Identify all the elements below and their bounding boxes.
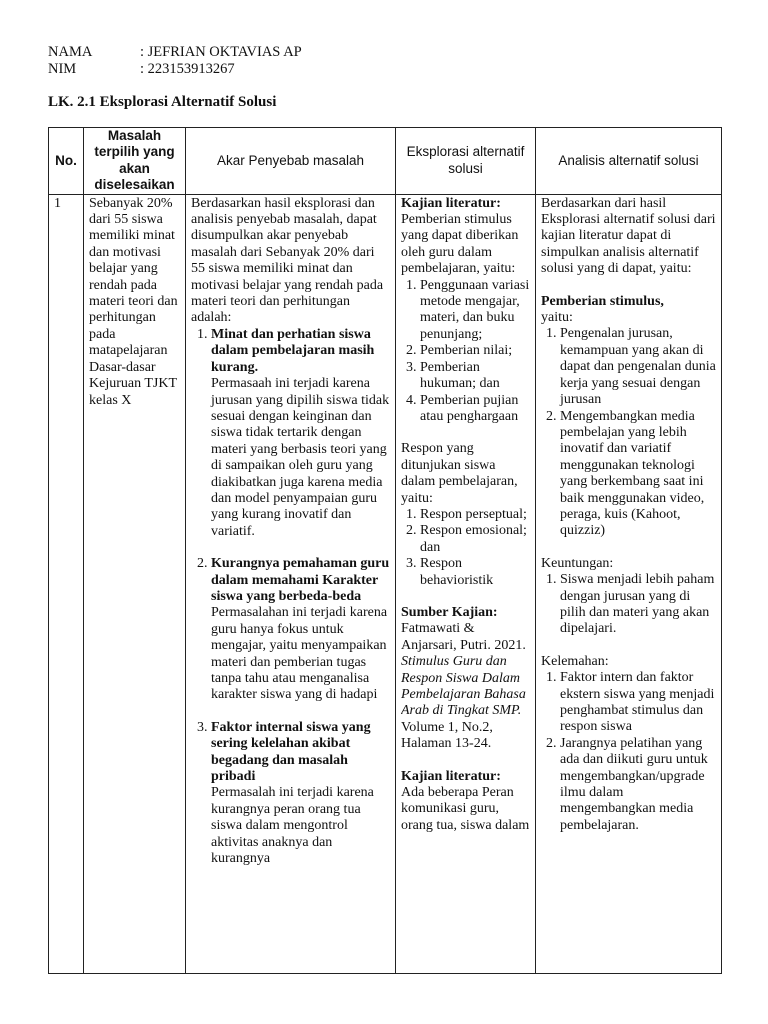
akar-item: [211, 556, 390, 704]
akar-item-body: Permasaah ini terjadi karena jurusan yang dipilih siswa tidak sesuai dengan keinginan dan siswa tidak tertarik dengan materi yang berbasis teori yang di sampaikan oleh guru yang diakibatkan juga karena media dan model penyampaian guru yang kurang inovatif dan variatif.: [211, 376, 390, 539]
kelemahan-label: Kelemahan:: [541, 653, 609, 669]
nama-row: [48, 44, 302, 61]
akar-item-body: Permasalahan ini terjadi karena guru hanya fokus untuk mengajar, yaitu menyampaikan materi dan pemberian tugas tanpa tahu atau menganalisa karakter siswa yang di hadapi: [211, 605, 388, 703]
list-item: 3. Pemberian hukuman; dan: [420, 360, 530, 393]
sumber-title: Stimulus Guru dan Respon Siswa Dalam Pembelajaran Bahasa Arab di Tingkat SMP.: [401, 654, 526, 719]
stimulus-list: [401, 278, 530, 426]
header-eksplorasi: Eksplorasi alternatif solusi: [396, 128, 536, 195]
table-header-row: [49, 128, 722, 195]
respon-list: [401, 507, 530, 589]
list-item: 2. Mengembangkan media pembelajan yang lebih inovatif dan variatif menggunakan teknologi yang berkembang saat ini baik menggunakan video, peraga, kuis (Kahoot, quizziz): [560, 409, 716, 540]
list-item: 1. Faktor intern dan faktor ekstern siswa yang menjadi penghambat stimulus dan respon siswa: [560, 670, 716, 736]
keuntungan-label: Keuntungan:: [541, 555, 614, 571]
akar-item: [211, 327, 390, 540]
akar-list: [191, 327, 390, 868]
table-row: [49, 194, 722, 973]
nama-value: : JEFRIAN OKTAVIAS AP: [140, 44, 302, 60]
list-item: 1. Pengenalan jurusan, kemampuan yang akan di dapat dan pengenalan dunia kerja yang sesuai dengan jurusan: [560, 326, 716, 408]
akar-item-title: 2. Kurangnya pemahaman guru dalam memahami Karakter siswa yang berbeda-beda: [211, 556, 390, 604]
nim-label: NIM: [48, 60, 77, 77]
cell-akar: [186, 194, 396, 973]
solution-table: [48, 127, 722, 974]
kajian1-intro: Pemberian stimulus yang dapat diberikan oleh guru dalam pembelajaran, yaitu:: [401, 212, 519, 277]
header-no: No.: [49, 128, 84, 195]
cell-no: 1: [49, 194, 84, 973]
sumber-volume: Volume 1, No.2, Halaman 13-24.: [401, 719, 493, 752]
list-item: 1. Siswa menjadi lebih paham dengan jurusan yang di pilih dan materi yang akan dipelajari.: [560, 572, 716, 638]
respon-intro: Respon yang ditunjukan siswa dalam pembelajaran, yaitu:: [401, 441, 518, 506]
header-analisis: Analisis alternatif solusi: [536, 128, 722, 195]
list-item: 3. Respon behavioristik: [420, 556, 530, 589]
kajian2-label: Kajian literatur:: [401, 768, 501, 784]
nama-label: NAMA: [48, 44, 93, 60]
sumber-citation: [401, 621, 530, 752]
analisis-intro: Berdasarkan dari hasil Eksplorasi alternatif solusi dari kajian literatur dapat di simpulkan analisis alternatif solusi yang di dapat, yaitu:: [541, 195, 716, 277]
list-item: 4. Pemberian pujian atau penghargaan: [420, 393, 530, 426]
list-item: 2. Pemberian nilai;: [420, 343, 530, 359]
sumber-authors: Fatmawati & Anjarsari, Putri. 2021.: [401, 621, 526, 653]
list-item: 2. Respon emosional; dan: [420, 523, 530, 556]
akar-intro: Berdasarkan hasil eksplorasi dan analisis penyebab masalah, dapat disumpulkan akar penyebab masalah dari Sebanyak 20% dari 55 siswa memiliki minat dan motivasi belajar yang rendah pada materi teori dan perhitungan adalah:: [191, 195, 384, 326]
cell-eksplorasi: [396, 194, 536, 973]
list-item: 2. Jarangnya pelatihan yang ada dan diikuti guru untuk mengembangkan/upgrade ilmu dalam mengembangkan media pembelajaran.: [560, 736, 716, 834]
nim-value: : 223153913267: [140, 60, 235, 77]
header-akar: Akar Penyebab masalah: [186, 128, 396, 195]
akar-item-title: 3. Faktor internal siswa yang sering kelelahan akibat begadang dan masalah pribadi: [211, 719, 371, 785]
identity-block: [48, 44, 302, 77]
kajian1-label: Kajian literatur:: [401, 195, 501, 211]
header-masalah: Masalah terpilih yang akan diselesaikan: [84, 128, 186, 195]
kelemahan-list: [541, 670, 716, 834]
worksheet-title: LK. 2.1 Eksplorasi Alternatif Solusi: [48, 94, 277, 110]
akar-item-body: Permasalah ini terjadi karena kurangnya peran orang tua siswa dalam mengontrol aktivitas anaknya dan kurangnya: [211, 785, 374, 867]
cell-analisis: [536, 194, 722, 973]
akar-item: [211, 720, 390, 868]
list-item: 1. Penggunaan variasi metode mengajar, materi, dan buku penunjang;: [420, 278, 530, 344]
akar-item-title: 1. Minat dan perhatian siswa dalam pembelajaran masih kurang.: [211, 326, 375, 375]
cell-masalah: Sebanyak 20% dari 55 siswa memiliki minat dan motivasi belajar yang rendah pada materi teori dan perhitungan pada matapelajaran Dasar-dasar Kejuruan TJKT kelas X: [84, 194, 186, 973]
list-item: 1. Respon perseptual;: [420, 507, 530, 523]
stimulus-solution-list: [541, 326, 716, 539]
kajian2-intro: Ada beberapa Peran komunikasi guru, orang tua, siswa dalam: [401, 785, 530, 833]
nim-row: [48, 61, 302, 78]
keuntungan-list: [541, 572, 716, 638]
sumber-label: Sumber Kajian:: [401, 604, 498, 620]
stimulus-yaitu: yaitu:: [541, 310, 573, 326]
stimulus-label: Pemberian stimulus,: [541, 293, 664, 309]
